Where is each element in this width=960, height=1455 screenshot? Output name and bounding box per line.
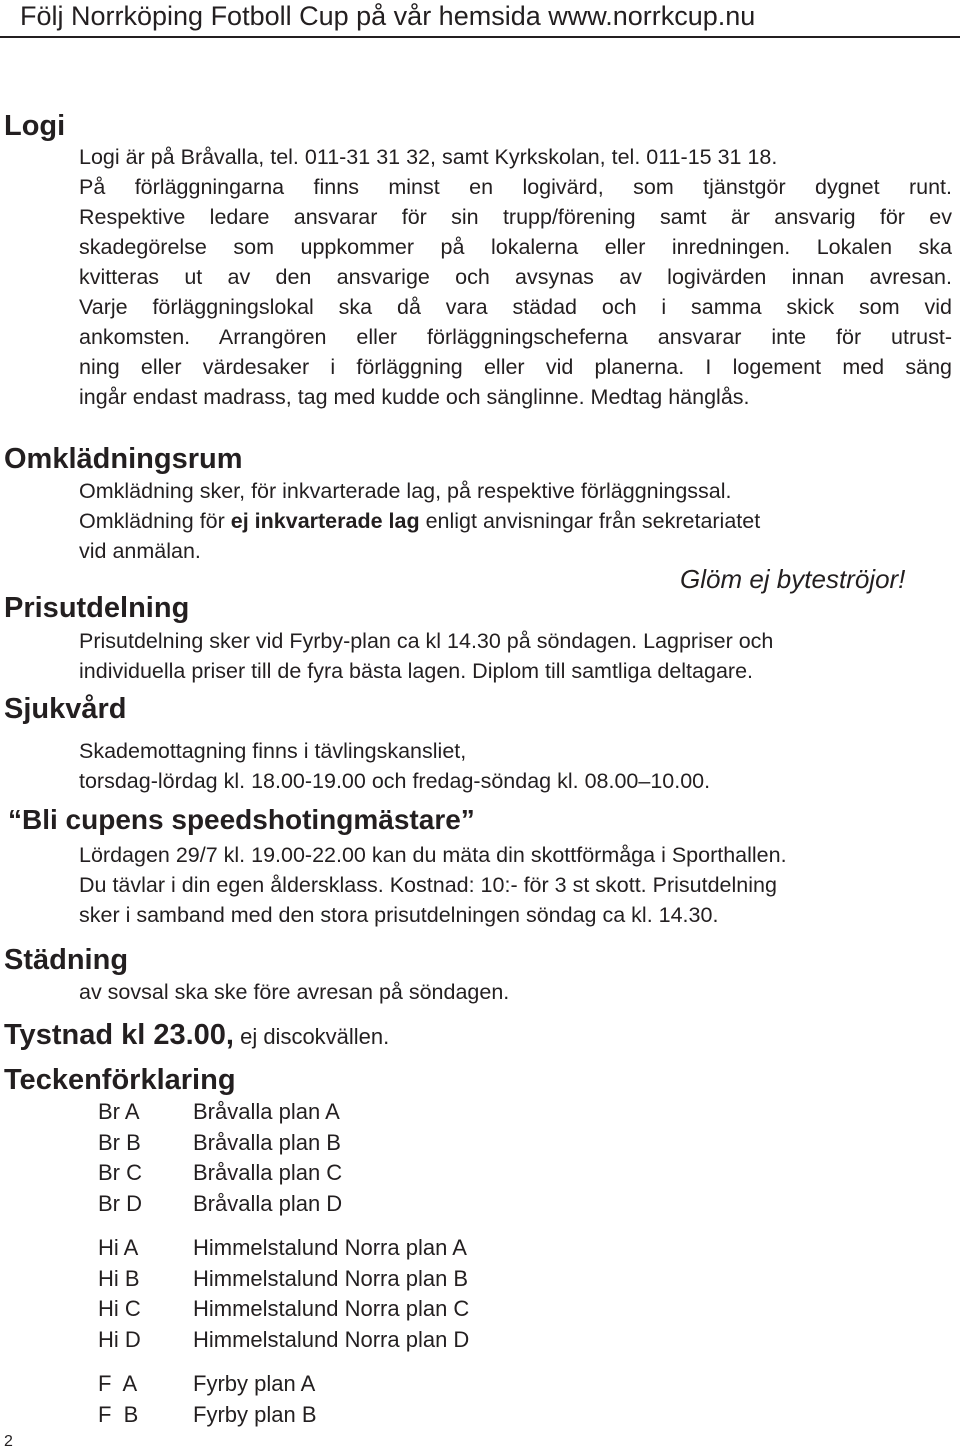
speedshot-line: Du tävlar i din egen åldersklass. Kostnad: 10:- för 3 st skott. Prisutdelning [79, 873, 777, 897]
logi-line: På förläggningarna finns minst en logivärd, som tjänstgör dygnet runt. [79, 175, 952, 199]
logi-line: kvitteras ut av den ansvarige och avsynas av logivärden innan avresan. [79, 265, 952, 289]
omkladning-line2-post: enligt anvisningar från sekretariatet [419, 509, 761, 533]
logi-line: Respektive ledare ansvarar för sin trupp/förening samt är ansvarig för ev [79, 205, 952, 229]
logi-line: ingår endast madrass, tag med kudde och sänglinne. Medtag hänglås. [79, 385, 750, 409]
legend-code: Br B [98, 1129, 141, 1155]
tystnad-sub: ej discokvällen. [233, 1024, 390, 1049]
legend-name: Bråvalla plan B [193, 1129, 341, 1155]
logi-line: ning eller värdesaker i förläggning eller vid planerna. I logement med säng [79, 355, 952, 379]
omkladning-line: Omklädning sker, för inkvarterade lag, på respektive förläggningssal. [79, 479, 732, 503]
legend-code: F B [98, 1401, 139, 1427]
heading-speedshot: “Bli cupens speedshotingmästare” [8, 804, 475, 835]
legend-name: Bråvalla plan C [193, 1160, 343, 1185]
legend-group-himmelstalund [98, 1233, 469, 1355]
legend-code: Br D [98, 1190, 142, 1216]
logi-line: Varje förläggningslokal ska då vara städad och i samma skick som vid [79, 295, 952, 319]
stadning-line: av sovsal ska ske före avresan på söndagen. [79, 980, 510, 1004]
omkladning-line [79, 506, 952, 536]
legend-row [98, 1294, 469, 1325]
legend-row [98, 1264, 469, 1295]
prisutdelning-line: Prisutdelning sker vid Fyrby-plan ca kl 14.30 på söndagen. Lagpriser och [79, 629, 774, 653]
logi-text [79, 142, 952, 412]
logi-line: skadegörelse som uppkommer på lokalerna eller inredningen. Lokalen ska [79, 235, 952, 259]
omkladning-line2-pre: Omklädning för [79, 509, 231, 533]
legend-row [98, 1369, 317, 1400]
legend-name: Himmelstalund Norra plan C [193, 1296, 470, 1321]
heading-teckenforklaring: Teckenförklaring [4, 1064, 236, 1096]
logi-line: ankomsten. Arrangören eller förläggningscheferna ansvarar inte för utrust- [79, 325, 952, 349]
legend-row [98, 1158, 342, 1189]
legend-group-fyrby [98, 1369, 317, 1430]
legend-name: Fyrby plan A [193, 1371, 316, 1396]
speedshot-line: Lördagen 29/7 kl. 19.00-22.00 kan du mäta din skottförmåga i Sporthallen. [79, 843, 787, 867]
legend-name: Himmelstalund Norra plan D [193, 1326, 470, 1352]
legend-row [98, 1325, 469, 1356]
legend-row [98, 1128, 342, 1159]
omkladning-text [79, 476, 952, 566]
legend-row [98, 1097, 342, 1128]
heading-prisutdelning: Prisutdelning [4, 592, 190, 624]
legend-name: Himmelstalund Norra plan A [193, 1235, 467, 1260]
heading-sjukvard: Sjukvård [4, 693, 127, 725]
legend-code: Hi B [98, 1265, 140, 1291]
legend-row [98, 1400, 317, 1431]
speedshot-text [79, 840, 952, 930]
reminder-note: Glöm ej byteströjor! [680, 564, 906, 594]
stadning-text [79, 977, 952, 1007]
sjukvard-line: Skademottagning finns i tävlingskansliet, [79, 739, 467, 763]
heading-stadning: Städning [4, 944, 129, 976]
legend-code: F A [98, 1371, 138, 1396]
prisutdelning-line: individuella priser till de fyra bästa lagen. Diplom till samtliga deltagare. [79, 659, 753, 683]
sjukvard-line: torsdag-lördag kl. 18.00-19.00 och fredag-söndag kl. 08.00–10.00. [79, 769, 711, 793]
tystnad-line [4, 1018, 389, 1054]
tystnad-heading: Tystnad kl 23.00, [4, 1019, 234, 1051]
legend-code: Hi C [98, 1296, 141, 1321]
logi-line: Logi är på Bråvalla, tel. 011-31 31 32, samt Kyrkskolan, tel. 011-15 31 18. [79, 145, 778, 169]
page-number: 2 [4, 1433, 13, 1450]
legend-code: Hi D [98, 1326, 141, 1352]
legend-group-bravalla [98, 1097, 342, 1219]
legend-code: Br C [98, 1160, 142, 1185]
heading-omkladningsrum: Omklädningsrum [4, 443, 243, 475]
legend-name: Fyrby plan B [193, 1401, 317, 1427]
prisutdelning-text [79, 626, 952, 686]
legend-code: Br A [98, 1099, 140, 1124]
heading-logi: Logi [4, 110, 66, 142]
legend-name: Bråvalla plan A [193, 1099, 340, 1124]
page-header: Följ Norrköping Fotboll Cup på vår hemsida www.norrkcup.nu [0, 0, 960, 38]
sjukvard-text [79, 736, 952, 796]
legend-code: Hi A [98, 1235, 139, 1260]
legend-name: Bråvalla plan D [193, 1190, 343, 1216]
legend-row [98, 1189, 342, 1220]
legend-name: Himmelstalund Norra plan B [193, 1265, 469, 1291]
omkladning-line: vid anmälan. [79, 539, 201, 563]
omkladning-bold-phrase: ej inkvarterade lag [230, 509, 420, 533]
legend-row [98, 1233, 469, 1264]
speedshot-line: sker i samband med den stora prisutdelningen söndag ca kl. 14.30. [79, 903, 719, 927]
